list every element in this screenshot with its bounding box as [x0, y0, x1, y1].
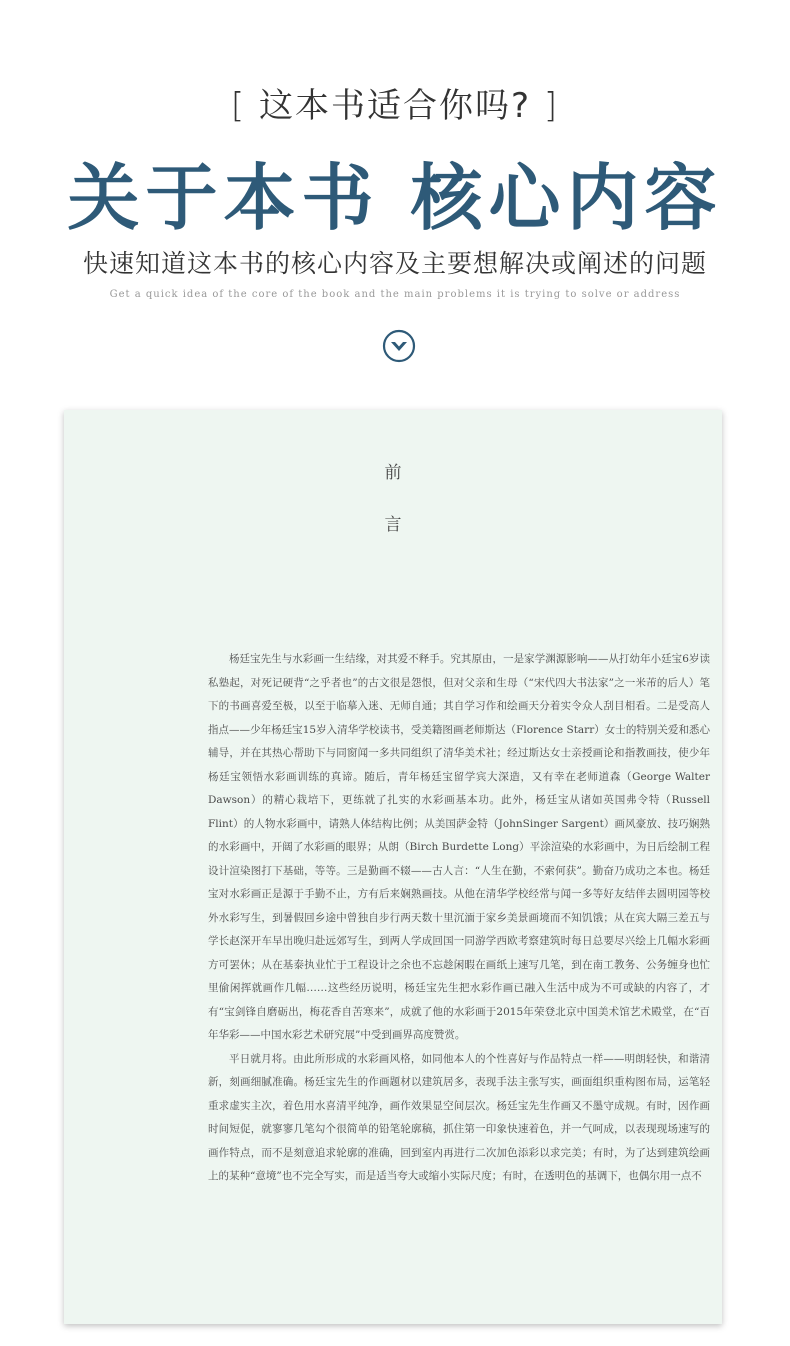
page-title: 关于本书 核心内容 [67, 155, 723, 240]
bracket-left: [ [230, 86, 247, 126]
page-subtitle: 快速知道这本书的核心内容及主要想解决或阐述的问题 [82, 249, 707, 278]
section-label [0, 78, 790, 127]
book-page [64, 410, 722, 1324]
paragraph: 杨廷宝先生与水彩画一生结缘，对其爱不释手。究其原由，一是家学渊源影响——从打幼年小廷宝6岁读私塾起，对死记硬背“之乎者也”的古文很是怨恨，但对父亲和生母（“宋代四大书法家”之一米芾的后人）笔下的书画喜爱至极，以至于临摹入迷、无师自通；其自学习作和绘画天分着实令众人刮目相看。二是受高人指点——少年杨廷宝15岁入清华学校读书，受美籍图画老师斯达（Florence Starr）女士的特别关爱和悉心辅导，并在其热心帮助下与同窗闻一多共同组织了清华美术社；经过斯达女士亲授画论和指教画技，使少年杨廷宝领悟水彩画训练的真谛。随后，青年杨廷宝留学宾大深造，又有幸在老师道森（George Walter Dawson）的精心栽培下，更练就了扎实的水彩画基本功。此外，杨廷宝从诸如英国弗令特（Russell Flint）的人物水彩画中，请熟人体结构比例；从美国萨金特（JohnSinger Sargent）画风豪放、技巧娴熟的水彩画中，开阔了水彩画的眼界；从朗（Birch Burdette Long）平涂渲染的水彩画中，为日后绘制工程设计渲染图打下基础，等等。三是勤画不辍——古人言：“人生在勤，不索何获”。勤奋乃成功之本也。杨廷宝对水彩画正是源于手勤不止，方有后来娴熟画技。从他在清华学校经常与闻一多等好友结伴去圆明园等校外水彩写生，到暑假回乡途中曾独自步行两天数十里沉湎于家乡美景画境而不知饥饿；从在宾大隔三差五与学长赵深开车早出晚归赴远郊写生，到两人学成回国一同游学西欧考察建筑时每日总要尽兴绘上几幅水彩画方可罢休；从在基泰执业忙于工程设计之余也不忘趁闲暇在画纸上速写几笔，到在南工教务、公务缠身也忙里偷闲挥就画作几幅……这些经历说明，杨廷宝先生把水彩作画已融入生活中成为不可或缺的内容了，才有“宝剑锋自磨砺出，梅花香自苦寒来”，成就了他的水彩画于2015年荣登北京中国美术馆艺术殿堂，在“百年华彩——中国水彩艺术研究展”中受到画界高度赞赏。 [208, 653, 710, 1041]
preface-title-char-1: 前 [384, 463, 402, 483]
preface-body [208, 648, 710, 1189]
chevron-down-circle-icon[interactable] [382, 329, 416, 363]
paragraph: 平日就月将。由此所形成的水彩画风格，如同他本人的个性喜好与作品特点一样——明朗轻快，和谐清新，刻画细腻准确。杨廷宝先生的作画题材以建筑居多，表现手法主张写实，画面组织重构图布局，运笔轻重求虚实主次，着色用水喜清平纯净，画作效果显空间层次。杨廷宝先生作画又不墨守成规。有时，因作画时间短促，就寥寥几笔勾个很简单的铅笔轮廓稿，抓住第一印象快速着色，并一气呵成，以表现现场速写的画作特点，而不是刻意追求轮廓的准确，回到室内再进行二次加色添彩以求完美；有时，为了达到建筑绘画上的某种“意境”也不完全写实，而是适当夸大或缩小实际尺度；有时，在透明色的基调下，也偶尔用一点不 [208, 1052, 710, 1182]
english-subtitle: Get a quick idea of the core of the book and the main problems it is trying to solve or address [109, 289, 681, 300]
bracket-right: ] [543, 86, 560, 126]
preface-title-char-2: 言 [384, 515, 402, 535]
section-label-text: 这本书适合你吗? [258, 86, 532, 126]
